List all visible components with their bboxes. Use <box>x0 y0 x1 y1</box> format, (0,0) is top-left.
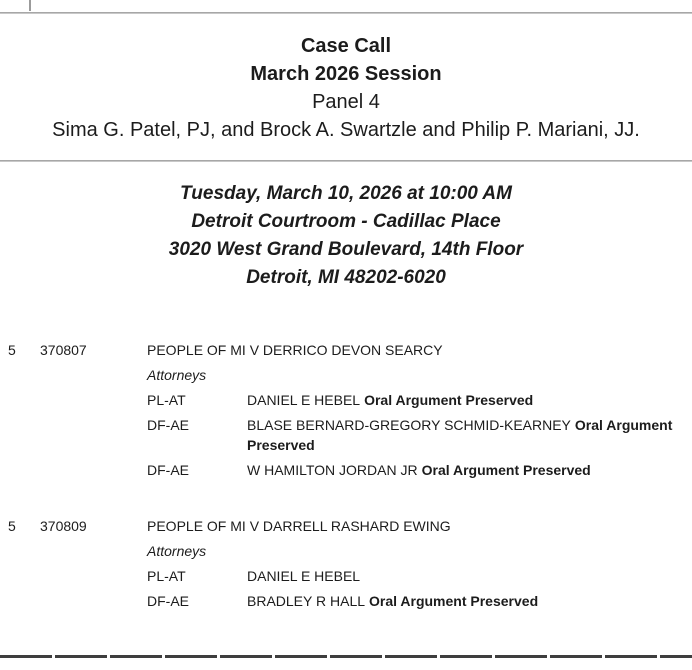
attorney-row <box>147 591 692 611</box>
attorney-name: BLASE BERNARD-GREGORY SCHMID-KEARNEY <box>247 417 571 433</box>
session-info <box>0 162 692 292</box>
case-details <box>147 340 692 485</box>
attorney-name-line <box>247 591 680 611</box>
attorneys-label: Attorneys <box>147 367 207 383</box>
bottom-dashed-rule <box>0 655 692 658</box>
judges-line: Sima G. Patel, PJ, and Brock A. Swartzle and Philip P. Mariani, JJ. <box>52 119 640 141</box>
attorney-row <box>147 415 692 455</box>
attorney-name: W HAMILTON JORDAN JR <box>247 462 418 478</box>
attorney-name-line <box>247 415 680 455</box>
case-docket-number: 370809 <box>40 518 87 534</box>
attorneys-label: Attorneys <box>147 543 207 559</box>
attorney-role: PL-AT <box>147 568 186 584</box>
oral-argument-note: Oral Argument Preserved <box>247 417 673 453</box>
attorney-role: DF-AE <box>147 417 189 433</box>
session-courtroom: Detroit Courtroom - Cadillac Place <box>191 211 501 232</box>
attorney-name-line <box>247 390 680 410</box>
attorney-row <box>147 390 692 410</box>
session-address: 3020 West Grand Boulevard, 14th Floor <box>168 239 524 260</box>
attorney-name: DANIEL E HEBEL <box>247 568 361 584</box>
session-city-zip: Detroit, MI 48202-6020 <box>246 267 446 288</box>
document-header <box>0 14 692 144</box>
attorney-name: DANIEL E HEBEL <box>247 392 361 408</box>
oral-argument-note: Oral Argument Preserved <box>421 462 591 478</box>
case-list <box>0 340 692 616</box>
oral-argument-note: Oral Argument Preserved <box>369 593 539 609</box>
case-sequence-number: 5 <box>8 518 16 534</box>
case-title: PEOPLE OF MI V DARRELL RASHARD EWING <box>147 518 451 534</box>
attorney-name: BRADLEY R HALL <box>247 593 366 609</box>
case-details <box>147 516 692 616</box>
attorney-row <box>147 460 692 480</box>
case-sequence-number: 5 <box>8 342 16 358</box>
attorney-role: PL-AT <box>147 392 186 408</box>
attorney-name-line <box>247 460 680 480</box>
case-title: PEOPLE OF MI V DERRICO DEVON SEARCY <box>147 342 443 358</box>
session-datetime: Tuesday, March 10, 2026 at 10:00 AM <box>180 183 512 204</box>
attorney-row <box>147 566 692 586</box>
document-title: Case Call <box>300 35 392 57</box>
attorney-role: DF-AE <box>147 462 189 478</box>
attorney-name-line <box>247 566 680 586</box>
panel-label: Panel 4 <box>312 91 380 113</box>
page-corner-tick <box>29 0 31 11</box>
case-entry <box>0 516 692 616</box>
case-docket-number: 370807 <box>40 342 87 358</box>
attorney-role: DF-AE <box>147 593 189 609</box>
case-entry <box>0 340 692 485</box>
session-title: March 2026 Session <box>250 63 442 85</box>
oral-argument-note: Oral Argument Preserved <box>364 392 534 408</box>
